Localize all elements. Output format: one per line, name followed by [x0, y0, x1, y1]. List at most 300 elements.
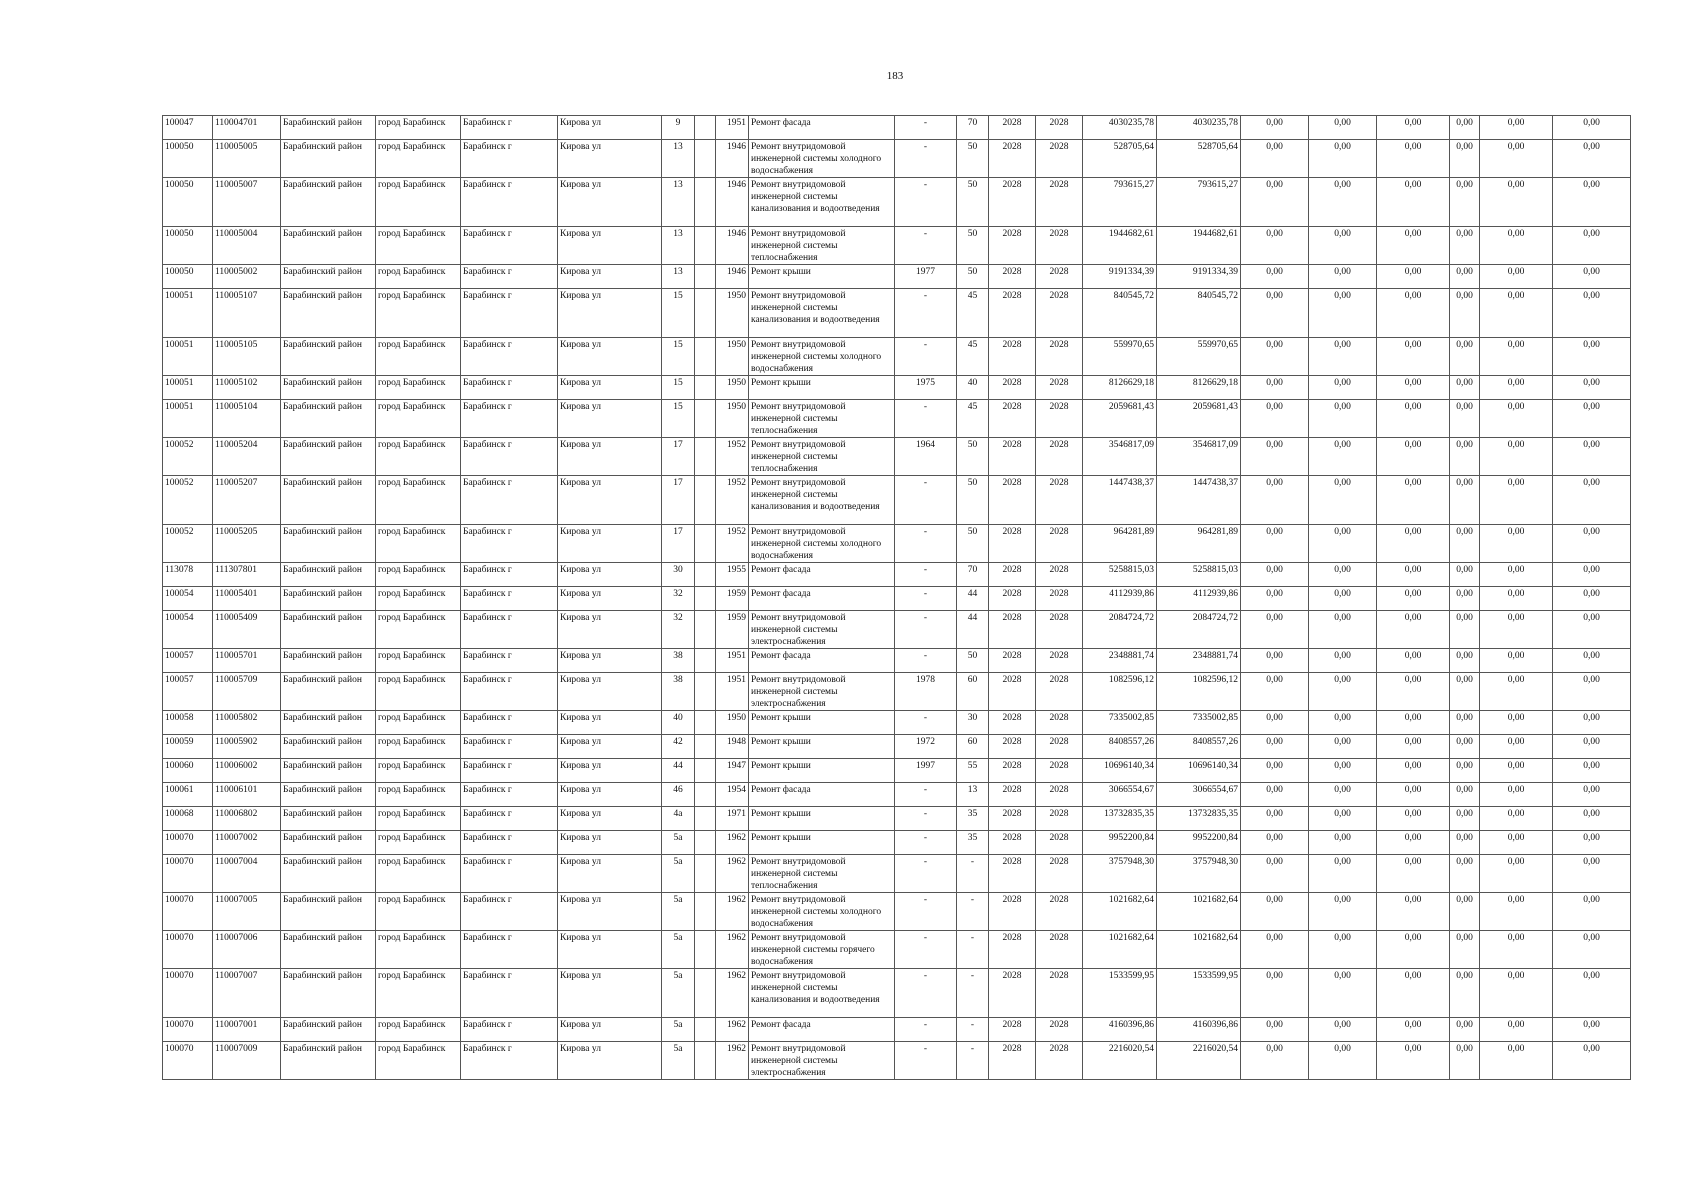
funding-3-cell: 0,00 [1377, 525, 1450, 563]
table-row [163, 265, 1631, 289]
building-cell [695, 673, 716, 711]
funding-4-cell: 0,00 [1450, 969, 1480, 1018]
work-id-cell: 110005902 [213, 735, 281, 759]
wear-percent-cell: 40 [957, 376, 989, 400]
building-cell [695, 265, 716, 289]
building-cell [695, 116, 716, 140]
house-number-cell: 5а [662, 1042, 695, 1080]
funding-4-cell: 0,00 [1450, 289, 1480, 338]
building-cell [695, 227, 716, 265]
plan-year-from-cell: 2028 [989, 116, 1036, 140]
municipality-cell: город Барабинск [376, 227, 461, 265]
house-number-cell: 13 [662, 227, 695, 265]
work-id-cell: 110007005 [213, 893, 281, 931]
building-cell [695, 807, 716, 831]
funding-4-cell: 0,00 [1450, 931, 1480, 969]
district-cell: Барабинский район [281, 831, 376, 855]
table-row [163, 178, 1631, 227]
build-year-cell: 1962 [716, 969, 749, 1018]
municipality-cell: город Барабинск [376, 649, 461, 673]
work-id-cell: 110005105 [213, 338, 281, 376]
row-id-cell: 100050 [163, 178, 213, 227]
row-id-cell: 100050 [163, 140, 213, 178]
plan-year-to-cell: 2028 [1036, 893, 1083, 931]
cost-cell: 840545,72 [1083, 289, 1157, 338]
funding-3-cell: 0,00 [1377, 400, 1450, 438]
last-repair-year-cell: - [895, 140, 957, 178]
cost-cell: 1021682,64 [1083, 893, 1157, 931]
plan-year-from-cell: 2028 [989, 611, 1036, 649]
funding-5-cell: 0,00 [1480, 711, 1553, 735]
district-cell: Барабинский район [281, 649, 376, 673]
funding-4-cell: 0,00 [1450, 140, 1480, 178]
funding-3-cell: 0,00 [1377, 338, 1450, 376]
registry-table [162, 115, 1631, 1080]
funding-3-cell: 0,00 [1377, 265, 1450, 289]
street-cell: Кирова ул [558, 376, 662, 400]
street-cell: Кирова ул [558, 400, 662, 438]
work-id-cell: 110005104 [213, 400, 281, 438]
street-cell: Кирова ул [558, 587, 662, 611]
funding-6-cell: 0,00 [1553, 438, 1631, 476]
municipality-cell: город Барабинск [376, 525, 461, 563]
funding-1-cell: 0,00 [1241, 673, 1309, 711]
building-cell [695, 855, 716, 893]
street-cell: Кирова ул [558, 140, 662, 178]
last-repair-year-cell: - [895, 400, 957, 438]
house-number-cell: 40 [662, 711, 695, 735]
settlement-cell: Барабинск г [461, 400, 558, 438]
work-type-cell: Ремонт крыши [749, 831, 895, 855]
plan-year-from-cell: 2028 [989, 178, 1036, 227]
total-cost-cell: 528705,64 [1157, 140, 1241, 178]
funding-3-cell: 0,00 [1377, 673, 1450, 711]
house-number-cell: 44 [662, 759, 695, 783]
funding-6-cell: 0,00 [1553, 116, 1631, 140]
plan-year-to-cell: 2028 [1036, 831, 1083, 855]
funding-1-cell: 0,00 [1241, 563, 1309, 587]
plan-year-from-cell: 2028 [989, 289, 1036, 338]
municipality-cell: город Барабинск [376, 831, 461, 855]
plan-year-from-cell: 2028 [989, 759, 1036, 783]
funding-5-cell: 0,00 [1480, 438, 1553, 476]
settlement-cell: Барабинск г [461, 969, 558, 1018]
funding-6-cell: 0,00 [1553, 735, 1631, 759]
plan-year-to-cell: 2028 [1036, 376, 1083, 400]
table-row [163, 116, 1631, 140]
funding-3-cell: 0,00 [1377, 289, 1450, 338]
build-year-cell: 1950 [716, 376, 749, 400]
funding-1-cell: 0,00 [1241, 400, 1309, 438]
plan-year-to-cell: 2028 [1036, 931, 1083, 969]
funding-4-cell: 0,00 [1450, 831, 1480, 855]
cost-cell: 2084724,72 [1083, 611, 1157, 649]
funding-3-cell: 0,00 [1377, 476, 1450, 525]
district-cell: Барабинский район [281, 289, 376, 338]
plan-year-to-cell: 2028 [1036, 673, 1083, 711]
settlement-cell: Барабинск г [461, 711, 558, 735]
district-cell: Барабинский район [281, 525, 376, 563]
district-cell: Барабинский район [281, 400, 376, 438]
table-row [163, 893, 1631, 931]
work-id-cell: 110007002 [213, 831, 281, 855]
district-cell: Барабинский район [281, 338, 376, 376]
settlement-cell: Барабинск г [461, 140, 558, 178]
building-cell [695, 289, 716, 338]
work-id-cell: 110006002 [213, 759, 281, 783]
plan-year-from-cell: 2028 [989, 807, 1036, 831]
settlement-cell: Барабинск г [461, 931, 558, 969]
work-id-cell: 110005709 [213, 673, 281, 711]
cost-cell: 3757948,30 [1083, 855, 1157, 893]
funding-4-cell: 0,00 [1450, 476, 1480, 525]
building-cell [695, 649, 716, 673]
building-cell [695, 438, 716, 476]
funding-4-cell: 0,00 [1450, 807, 1480, 831]
funding-2-cell: 0,00 [1309, 1018, 1377, 1042]
street-cell: Кирова ул [558, 673, 662, 711]
total-cost-cell: 2216020,54 [1157, 1042, 1241, 1080]
district-cell: Барабинский район [281, 376, 376, 400]
row-id-cell: 100052 [163, 438, 213, 476]
total-cost-cell: 5258815,03 [1157, 563, 1241, 587]
funding-3-cell: 0,00 [1377, 563, 1450, 587]
house-number-cell: 15 [662, 376, 695, 400]
settlement-cell: Барабинск г [461, 338, 558, 376]
funding-4-cell: 0,00 [1450, 735, 1480, 759]
funding-1-cell: 0,00 [1241, 587, 1309, 611]
work-type-cell: Ремонт внутридомовой инженерной системы теплоснабжения [749, 855, 895, 893]
wear-percent-cell: 60 [957, 735, 989, 759]
funding-3-cell: 0,00 [1377, 893, 1450, 931]
district-cell: Барабинский район [281, 807, 376, 831]
plan-year-to-cell: 2028 [1036, 735, 1083, 759]
house-number-cell: 5а [662, 931, 695, 969]
last-repair-year-cell: - [895, 611, 957, 649]
municipality-cell: город Барабинск [376, 178, 461, 227]
funding-6-cell: 0,00 [1553, 525, 1631, 563]
funding-4-cell: 0,00 [1450, 376, 1480, 400]
cost-cell: 964281,89 [1083, 525, 1157, 563]
funding-2-cell: 0,00 [1309, 831, 1377, 855]
build-year-cell: 1951 [716, 116, 749, 140]
work-type-cell: Ремонт фасада [749, 563, 895, 587]
funding-1-cell: 0,00 [1241, 711, 1309, 735]
municipality-cell: город Барабинск [376, 1018, 461, 1042]
funding-3-cell: 0,00 [1377, 711, 1450, 735]
funding-4-cell: 0,00 [1450, 178, 1480, 227]
row-id-cell: 100057 [163, 673, 213, 711]
wear-percent-cell: - [957, 893, 989, 931]
plan-year-to-cell: 2028 [1036, 649, 1083, 673]
district-cell: Барабинский район [281, 1018, 376, 1042]
last-repair-year-cell: - [895, 289, 957, 338]
funding-2-cell: 0,00 [1309, 893, 1377, 931]
funding-6-cell: 0,00 [1553, 563, 1631, 587]
district-cell: Барабинский район [281, 227, 376, 265]
funding-1-cell: 0,00 [1241, 611, 1309, 649]
wear-percent-cell: 70 [957, 116, 989, 140]
wear-percent-cell: 13 [957, 783, 989, 807]
settlement-cell: Барабинск г [461, 227, 558, 265]
house-number-cell: 17 [662, 476, 695, 525]
work-id-cell: 110005004 [213, 227, 281, 265]
row-id-cell: 100070 [163, 1018, 213, 1042]
wear-percent-cell: - [957, 931, 989, 969]
funding-6-cell: 0,00 [1553, 140, 1631, 178]
funding-3-cell: 0,00 [1377, 831, 1450, 855]
house-number-cell: 38 [662, 649, 695, 673]
work-id-cell: 110004701 [213, 116, 281, 140]
funding-2-cell: 0,00 [1309, 178, 1377, 227]
funding-2-cell: 0,00 [1309, 400, 1377, 438]
table-row [163, 400, 1631, 438]
row-id-cell: 100070 [163, 1042, 213, 1080]
funding-5-cell: 0,00 [1480, 476, 1553, 525]
funding-6-cell: 0,00 [1553, 807, 1631, 831]
last-repair-year-cell: 1975 [895, 376, 957, 400]
row-id-cell: 100051 [163, 400, 213, 438]
total-cost-cell: 8408557,26 [1157, 735, 1241, 759]
building-cell [695, 931, 716, 969]
cost-cell: 2216020,54 [1083, 1042, 1157, 1080]
funding-5-cell: 0,00 [1480, 649, 1553, 673]
work-type-cell: Ремонт внутридомовой инженерной системы теплоснабжения [749, 400, 895, 438]
funding-3-cell: 0,00 [1377, 178, 1450, 227]
house-number-cell: 15 [662, 400, 695, 438]
funding-4-cell: 0,00 [1450, 400, 1480, 438]
funding-4-cell: 0,00 [1450, 587, 1480, 611]
table-row [163, 140, 1631, 178]
table-row [163, 227, 1631, 265]
wear-percent-cell: 44 [957, 611, 989, 649]
municipality-cell: город Барабинск [376, 931, 461, 969]
work-type-cell: Ремонт фасада [749, 649, 895, 673]
last-repair-year-cell: - [895, 831, 957, 855]
settlement-cell: Барабинск г [461, 178, 558, 227]
cost-cell: 1021682,64 [1083, 931, 1157, 969]
municipality-cell: город Барабинск [376, 673, 461, 711]
plan-year-from-cell: 2028 [989, 649, 1036, 673]
table-row [163, 1042, 1631, 1080]
municipality-cell: город Барабинск [376, 338, 461, 376]
funding-2-cell: 0,00 [1309, 289, 1377, 338]
table-row [163, 931, 1631, 969]
work-id-cell: 110005701 [213, 649, 281, 673]
funding-2-cell: 0,00 [1309, 265, 1377, 289]
municipality-cell: город Барабинск [376, 400, 461, 438]
total-cost-cell: 7335002,85 [1157, 711, 1241, 735]
plan-year-to-cell: 2028 [1036, 400, 1083, 438]
funding-4-cell: 0,00 [1450, 116, 1480, 140]
house-number-cell: 13 [662, 140, 695, 178]
row-id-cell: 100047 [163, 116, 213, 140]
registry-rows [163, 116, 1631, 1080]
district-cell: Барабинский район [281, 711, 376, 735]
plan-year-from-cell: 2028 [989, 476, 1036, 525]
funding-1-cell: 0,00 [1241, 438, 1309, 476]
funding-3-cell: 0,00 [1377, 227, 1450, 265]
settlement-cell: Барабинск г [461, 376, 558, 400]
funding-1-cell: 0,00 [1241, 759, 1309, 783]
cost-cell: 4030235,78 [1083, 116, 1157, 140]
cost-cell: 3066554,67 [1083, 783, 1157, 807]
work-type-cell: Ремонт фасада [749, 783, 895, 807]
municipality-cell: город Барабинск [376, 438, 461, 476]
house-number-cell: 5а [662, 855, 695, 893]
settlement-cell: Барабинск г [461, 673, 558, 711]
district-cell: Барабинский район [281, 931, 376, 969]
street-cell: Кирова ул [558, 611, 662, 649]
row-id-cell: 100057 [163, 649, 213, 673]
work-type-cell: Ремонт крыши [749, 735, 895, 759]
total-cost-cell: 1021682,64 [1157, 893, 1241, 931]
work-type-cell: Ремонт внутридомовой инженерной системы горячего водоснабжения [749, 931, 895, 969]
settlement-cell: Барабинск г [461, 525, 558, 563]
district-cell: Барабинский район [281, 476, 376, 525]
funding-5-cell: 0,00 [1480, 735, 1553, 759]
table-row [163, 587, 1631, 611]
table-row [163, 711, 1631, 735]
funding-4-cell: 0,00 [1450, 265, 1480, 289]
build-year-cell: 1947 [716, 759, 749, 783]
wear-percent-cell: - [957, 969, 989, 1018]
house-number-cell: 42 [662, 735, 695, 759]
street-cell: Кирова ул [558, 338, 662, 376]
table-row [163, 1018, 1631, 1042]
plan-year-from-cell: 2028 [989, 1042, 1036, 1080]
work-id-cell: 110005005 [213, 140, 281, 178]
settlement-cell: Барабинск г [461, 563, 558, 587]
municipality-cell: город Барабинск [376, 893, 461, 931]
plan-year-from-cell: 2028 [989, 587, 1036, 611]
funding-5-cell: 0,00 [1480, 931, 1553, 969]
cost-cell: 793615,27 [1083, 178, 1157, 227]
work-type-cell: Ремонт крыши [749, 265, 895, 289]
funding-4-cell: 0,00 [1450, 438, 1480, 476]
settlement-cell: Барабинск г [461, 1018, 558, 1042]
funding-1-cell: 0,00 [1241, 855, 1309, 893]
street-cell: Кирова ул [558, 807, 662, 831]
municipality-cell: город Барабинск [376, 783, 461, 807]
settlement-cell: Барабинск г [461, 783, 558, 807]
table-row [163, 476, 1631, 525]
build-year-cell: 1955 [716, 563, 749, 587]
wear-percent-cell: 50 [957, 649, 989, 673]
wear-percent-cell: 50 [957, 140, 989, 178]
plan-year-to-cell: 2028 [1036, 227, 1083, 265]
plan-year-to-cell: 2028 [1036, 178, 1083, 227]
build-year-cell: 1962 [716, 1018, 749, 1042]
plan-year-from-cell: 2028 [989, 525, 1036, 563]
wear-percent-cell: 44 [957, 587, 989, 611]
building-cell [695, 1018, 716, 1042]
funding-3-cell: 0,00 [1377, 931, 1450, 969]
row-id-cell: 100051 [163, 338, 213, 376]
table-row [163, 611, 1631, 649]
street-cell: Кирова ул [558, 649, 662, 673]
funding-2-cell: 0,00 [1309, 611, 1377, 649]
cost-cell: 4112939,86 [1083, 587, 1157, 611]
district-cell: Барабинский район [281, 265, 376, 289]
funding-1-cell: 0,00 [1241, 649, 1309, 673]
table-row [163, 783, 1631, 807]
plan-year-to-cell: 2028 [1036, 1018, 1083, 1042]
funding-4-cell: 0,00 [1450, 893, 1480, 931]
last-repair-year-cell: - [895, 969, 957, 1018]
work-id-cell: 110005802 [213, 711, 281, 735]
district-cell: Барабинский район [281, 611, 376, 649]
last-repair-year-cell: - [895, 893, 957, 931]
funding-6-cell: 0,00 [1553, 893, 1631, 931]
house-number-cell: 13 [662, 265, 695, 289]
work-type-cell: Ремонт внутридомовой инженерной системы теплоснабжения [749, 227, 895, 265]
last-repair-year-cell: 1972 [895, 735, 957, 759]
funding-5-cell: 0,00 [1480, 265, 1553, 289]
district-cell: Барабинский район [281, 178, 376, 227]
municipality-cell: город Барабинск [376, 759, 461, 783]
row-id-cell: 100070 [163, 969, 213, 1018]
last-repair-year-cell: - [895, 807, 957, 831]
build-year-cell: 1962 [716, 893, 749, 931]
district-cell: Барабинский район [281, 735, 376, 759]
building-cell [695, 969, 716, 1018]
funding-5-cell: 0,00 [1480, 1018, 1553, 1042]
cost-cell: 9952200,84 [1083, 831, 1157, 855]
work-id-cell: 110005007 [213, 178, 281, 227]
table-row [163, 338, 1631, 376]
municipality-cell: город Барабинск [376, 711, 461, 735]
funding-5-cell: 0,00 [1480, 227, 1553, 265]
last-repair-year-cell: - [895, 178, 957, 227]
last-repair-year-cell: - [895, 711, 957, 735]
street-cell: Кирова ул [558, 969, 662, 1018]
funding-3-cell: 0,00 [1377, 1018, 1450, 1042]
cost-cell: 1082596,12 [1083, 673, 1157, 711]
plan-year-from-cell: 2028 [989, 931, 1036, 969]
funding-5-cell: 0,00 [1480, 178, 1553, 227]
total-cost-cell: 3066554,67 [1157, 783, 1241, 807]
cost-cell: 2059681,43 [1083, 400, 1157, 438]
funding-1-cell: 0,00 [1241, 893, 1309, 931]
street-cell: Кирова ул [558, 735, 662, 759]
building-cell [695, 525, 716, 563]
funding-5-cell: 0,00 [1480, 969, 1553, 1018]
district-cell: Барабинский район [281, 563, 376, 587]
funding-4-cell: 0,00 [1450, 649, 1480, 673]
funding-6-cell: 0,00 [1553, 400, 1631, 438]
row-id-cell: 100054 [163, 611, 213, 649]
municipality-cell: город Барабинск [376, 969, 461, 1018]
funding-6-cell: 0,00 [1553, 783, 1631, 807]
work-type-cell: Ремонт внутридомовой инженерной системы холодного водоснабжения [749, 525, 895, 563]
work-type-cell: Ремонт крыши [749, 711, 895, 735]
work-id-cell: 110005207 [213, 476, 281, 525]
funding-1-cell: 0,00 [1241, 931, 1309, 969]
page-number: 183 [886, 70, 904, 82]
table-row [163, 855, 1631, 893]
building-cell [695, 140, 716, 178]
settlement-cell: Барабинск г [461, 855, 558, 893]
wear-percent-cell: 50 [957, 227, 989, 265]
street-cell: Кирова ул [558, 438, 662, 476]
build-year-cell: 1950 [716, 338, 749, 376]
wear-percent-cell: 70 [957, 563, 989, 587]
house-number-cell: 5а [662, 893, 695, 931]
row-id-cell: 113078 [163, 563, 213, 587]
funding-3-cell: 0,00 [1377, 1042, 1450, 1080]
funding-2-cell: 0,00 [1309, 140, 1377, 178]
